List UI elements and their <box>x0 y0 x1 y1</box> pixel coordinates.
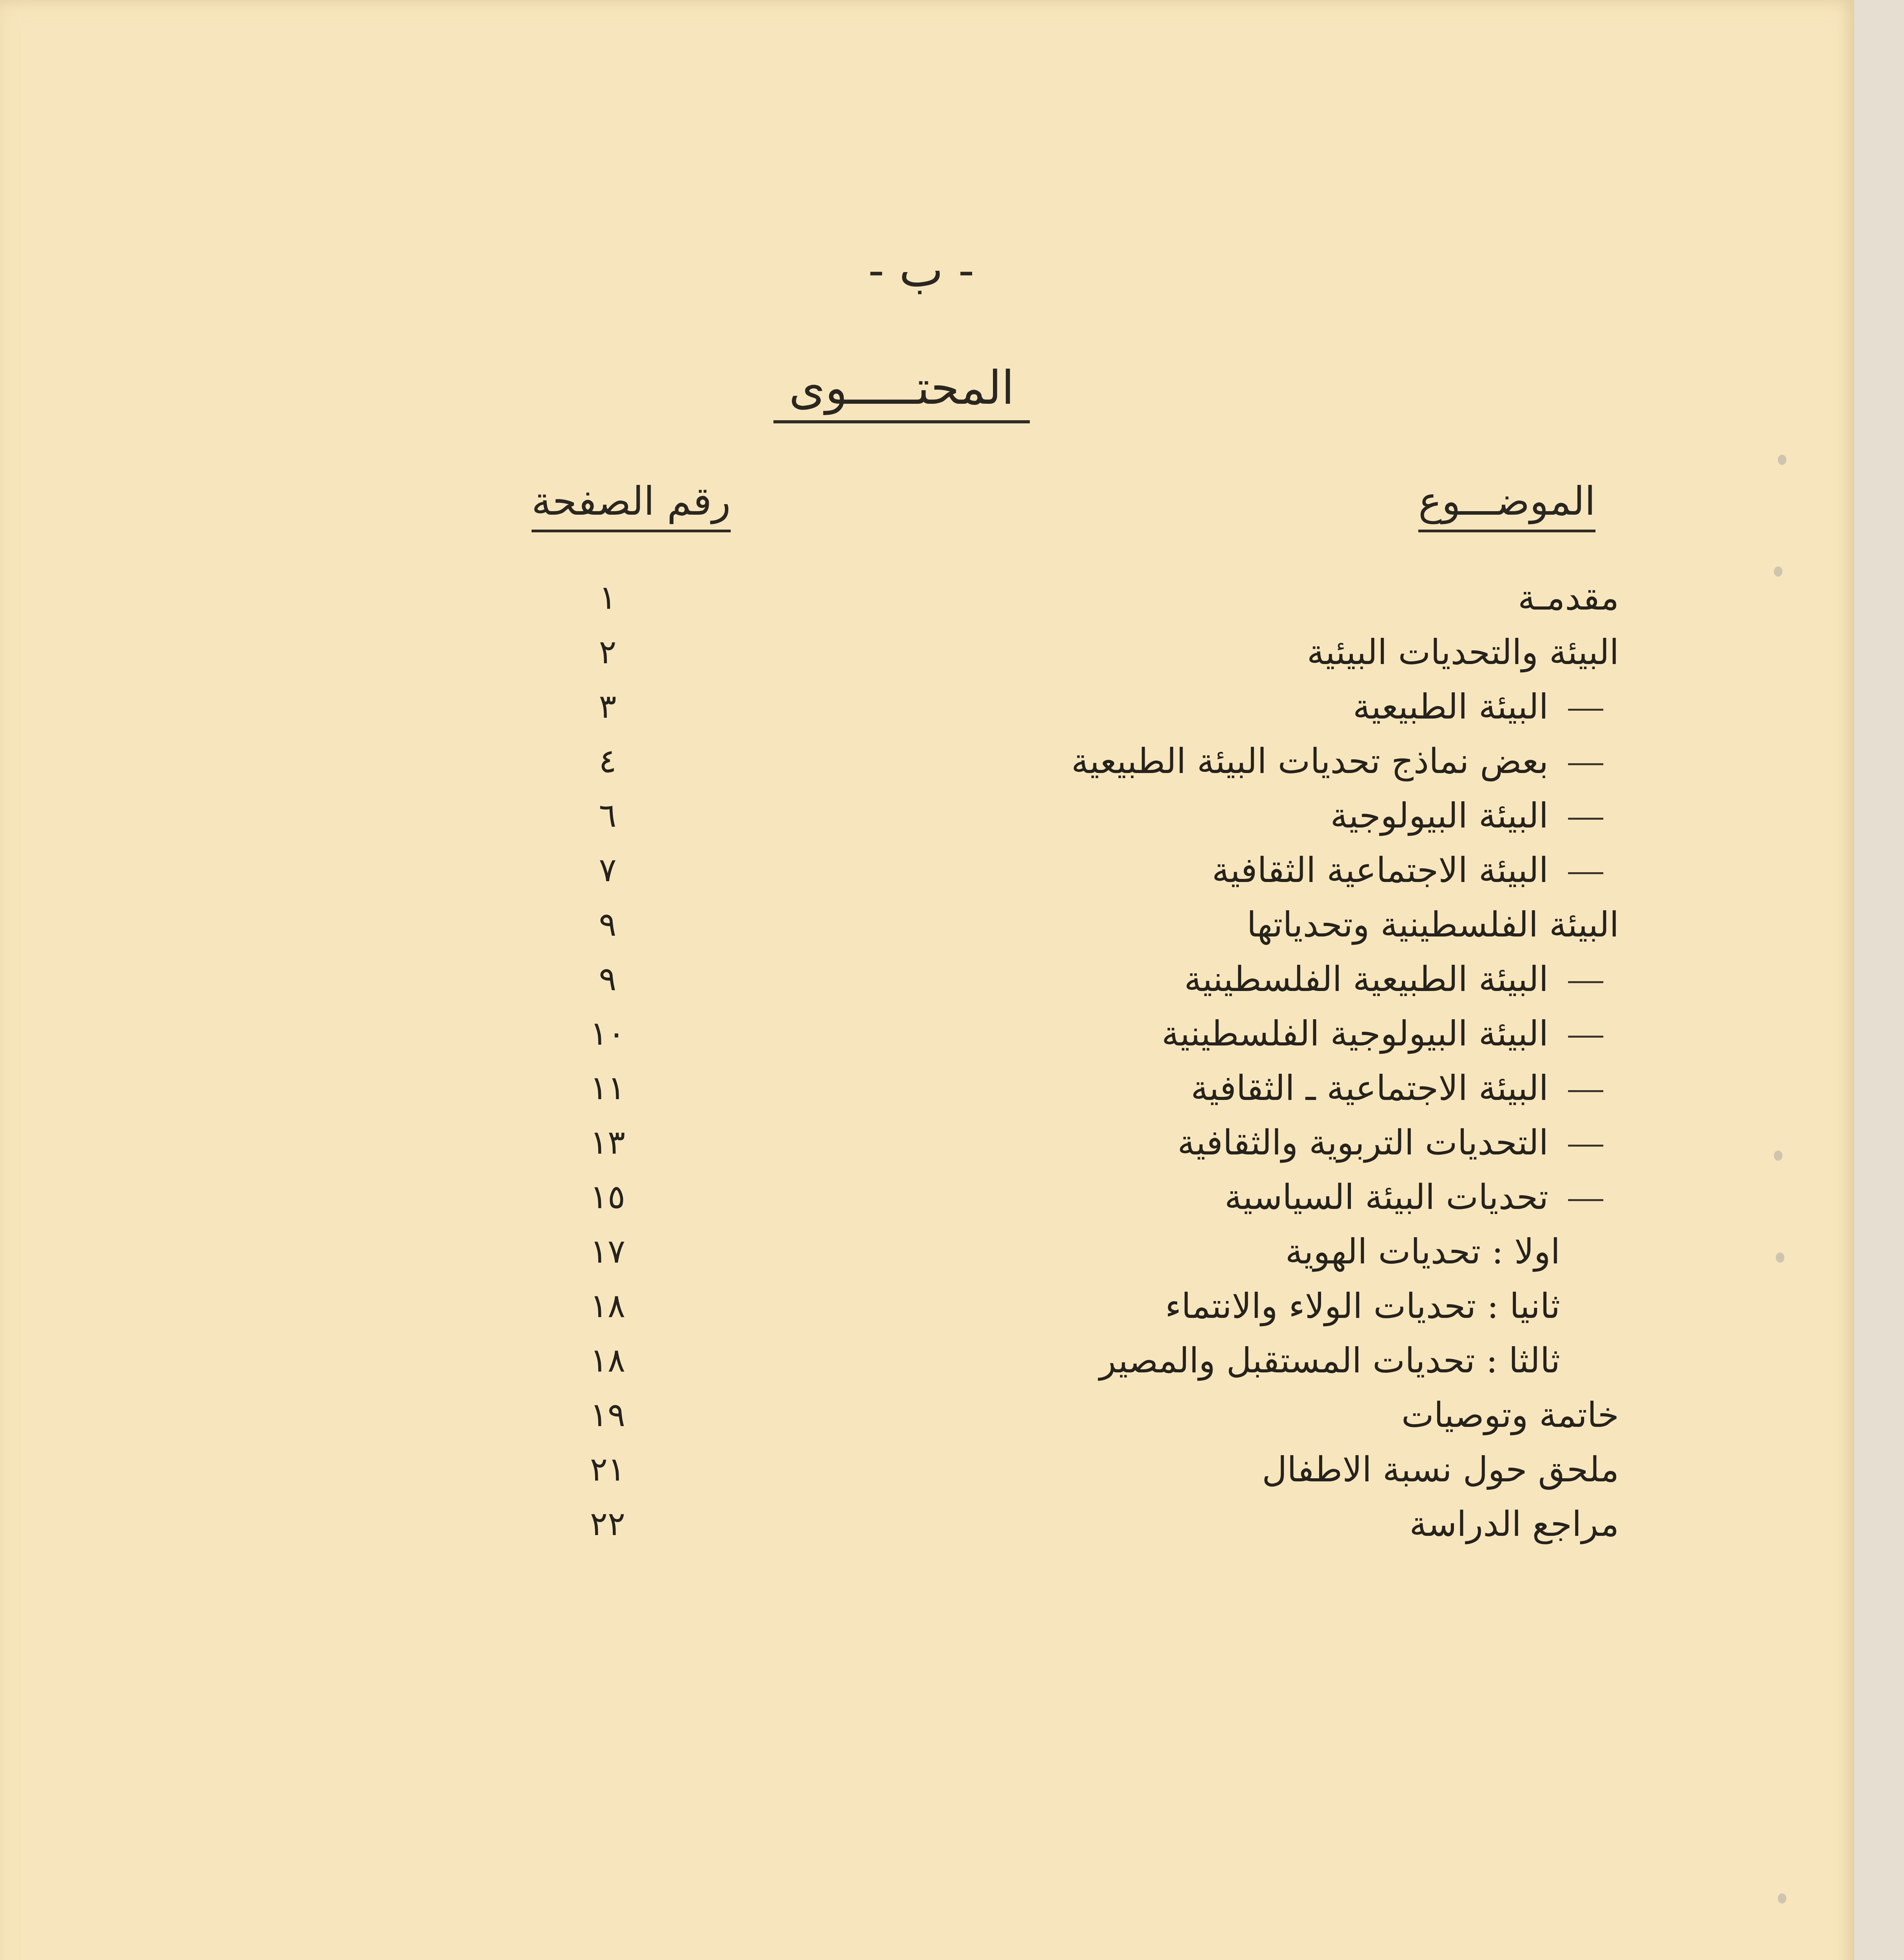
toc-entry-title: ثانيا : تحديات الولاء والانتماء <box>1165 1286 1560 1326</box>
bullet-dash <box>1568 818 1603 820</box>
toc-page-number: ١١ <box>590 1069 626 1107</box>
toc-entry <box>741 1006 1603 1061</box>
toc-entry-title: البيئة الفلسطينية وتحدياتها <box>1247 904 1619 945</box>
page-letter-marker: - ب - <box>868 243 975 298</box>
toc-page-number: ٦ <box>599 796 617 835</box>
bullet-dash <box>1568 981 1603 983</box>
toc-row <box>529 625 1619 679</box>
toc-row <box>529 570 1619 625</box>
punch-hole <box>1778 1893 1786 1904</box>
toc-page-number: ١٩ <box>590 1396 626 1434</box>
bullet-dash <box>1568 709 1603 711</box>
punch-hole <box>1776 1252 1784 1263</box>
toc-page-number: ٩ <box>599 905 617 944</box>
punch-hole <box>1778 455 1786 465</box>
page-number-column-header <box>510 478 753 541</box>
toc-row <box>529 1224 1619 1279</box>
scan-background <box>1854 0 1904 1960</box>
toc-entry-title: البيئة والتحديات البيئية <box>1307 632 1619 672</box>
toc-entry-title: تحديات البيئة السياسية <box>1224 1177 1548 1217</box>
toc-row <box>529 679 1619 734</box>
toc-page-number: ١٥ <box>590 1178 626 1216</box>
punch-hole <box>1774 566 1782 577</box>
toc-entry <box>757 1442 1619 1497</box>
toc-entry <box>741 734 1603 788</box>
bullet-dash <box>1568 1199 1603 1201</box>
bullet-dash <box>1568 763 1603 765</box>
toc-page-number: ٢١ <box>590 1450 626 1488</box>
toc-entry-title: اولا : تحديات الهوية <box>1285 1231 1560 1272</box>
toc-page-number: ١٠ <box>590 1014 626 1053</box>
toc-entry-title: التحديات التربوية والثقافية <box>1177 1122 1548 1163</box>
toc-entry <box>757 1497 1619 1551</box>
toc-entry-title: البيئة البيولوجية الفلسطينية <box>1162 1013 1548 1054</box>
toc-row <box>529 1170 1619 1224</box>
toc-row <box>529 952 1619 1006</box>
bullet-dash <box>1568 872 1603 874</box>
toc-page-number: ٩ <box>599 960 617 998</box>
toc-page-number: ٤ <box>599 742 617 780</box>
toc-entry-title: البيئة البيولوجية <box>1330 795 1548 836</box>
toc-row <box>529 1497 1619 1551</box>
toc-entry-title: ملحق حول نسبة الاطفال <box>1262 1449 1619 1490</box>
bullet-dash <box>1568 1090 1603 1092</box>
toc-page-number: ١٨ <box>590 1341 626 1379</box>
toc-page-number: ٧ <box>599 851 617 889</box>
toc-page-number: ٢ <box>599 633 617 671</box>
toc-row <box>529 843 1619 897</box>
toc-entry <box>757 570 1619 625</box>
page-number-column-header-text: رقم الصفحة <box>532 478 731 532</box>
toc-row <box>529 1115 1619 1170</box>
topic-column-header-text: الموضـــوع <box>1418 478 1595 532</box>
toc-entry <box>698 1333 1560 1388</box>
toc-row <box>529 1442 1619 1497</box>
bullet-dash <box>1568 1036 1603 1038</box>
toc-entry <box>741 1115 1603 1170</box>
toc-entry-title: ثالثا : تحديات المستقبل والمصير <box>1099 1340 1560 1381</box>
toc-entry <box>741 952 1603 1006</box>
toc-page-number: ١ <box>599 578 617 617</box>
toc-page-number: ١٣ <box>590 1123 626 1161</box>
toc-entry <box>741 843 1603 897</box>
table-of-contents <box>529 570 1619 1551</box>
toc-row <box>529 1006 1619 1061</box>
toc-row <box>529 897 1619 952</box>
toc-entry <box>698 1279 1560 1333</box>
toc-page-number: ٢٢ <box>590 1504 626 1543</box>
punch-hole <box>1774 1151 1782 1161</box>
topic-column-header <box>1294 478 1595 541</box>
toc-page-number: ١٨ <box>590 1287 626 1325</box>
toc-entry-title: مراجع الدراسة <box>1409 1504 1619 1544</box>
toc-entry <box>741 1061 1603 1115</box>
toc-entry-title: بعض نماذج تحديات البيئة الطبيعية <box>1071 741 1548 781</box>
toc-entry-title: خاتمة وتوصيات <box>1401 1395 1619 1435</box>
toc-entry-title: مقدمـة <box>1518 577 1619 618</box>
bullet-dash <box>1568 1145 1603 1147</box>
toc-entry-title: البيئة الطبيعية <box>1353 686 1548 727</box>
toc-entry <box>741 679 1603 734</box>
toc-row <box>529 734 1619 788</box>
toc-entry <box>757 625 1619 679</box>
toc-row <box>529 1061 1619 1115</box>
toc-entry <box>741 788 1603 843</box>
page-title-text: المحتـــــوى <box>773 361 1030 423</box>
toc-row <box>529 1388 1619 1442</box>
toc-row <box>529 788 1619 843</box>
toc-page-number: ٣ <box>599 687 617 726</box>
toc-entry-title: البيئة الاجتماعية ـ الثقافية <box>1191 1068 1548 1108</box>
page-title <box>706 361 1098 431</box>
toc-entry <box>757 1388 1619 1442</box>
toc-entry-title: البيئة الاجتماعية الثقافية <box>1212 850 1548 890</box>
toc-row <box>529 1279 1619 1333</box>
toc-row <box>529 1333 1619 1388</box>
toc-entry-title: البيئة الطبيعية الفلسطينية <box>1184 959 1548 999</box>
toc-entry <box>741 1170 1603 1224</box>
toc-entry <box>757 897 1619 952</box>
toc-page-number: ١٧ <box>590 1232 626 1270</box>
toc-entry <box>698 1224 1560 1279</box>
